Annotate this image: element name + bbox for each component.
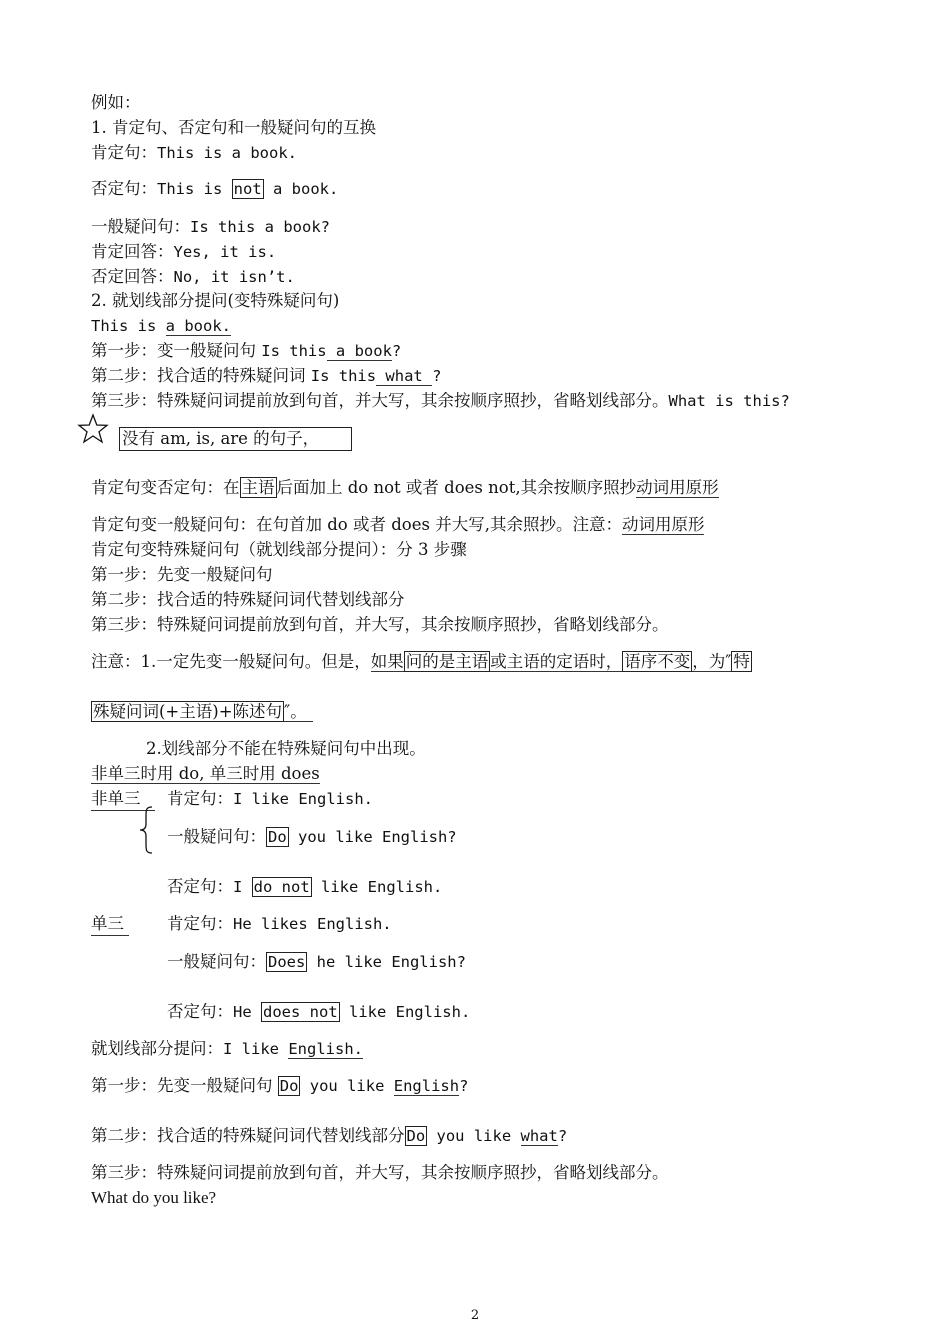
category-label: 非单三 — [91, 788, 155, 811]
underlined-part: ，为″ — [692, 652, 732, 671]
final-answer — [91, 1187, 216, 1209]
label: 否定回答： — [91, 267, 174, 286]
text: 肯定句变特殊疑问句（就划线部分提问）：分 3 步骤 — [91, 540, 467, 559]
underlined-part: a book. — [165, 317, 231, 335]
underlined-part: 动词用原形 — [621, 515, 705, 534]
rule-step-2 — [91, 589, 405, 611]
non-third-negative — [167, 876, 442, 898]
negative-answer-line — [91, 266, 295, 288]
sentence: No, it isn’t. — [173, 268, 295, 286]
underlined-part: a book — [326, 342, 392, 360]
sentence-part: you like — [427, 1127, 521, 1145]
sentence-part: ? — [432, 367, 442, 385]
step-3-line — [91, 390, 790, 412]
third-affirmative — [91, 913, 392, 936]
boxed-word: not — [233, 180, 262, 198]
note-line-1 — [91, 651, 752, 673]
sentence-part: This is — [157, 180, 232, 198]
text: 注意：1.一定先变一般疑问句。但是， — [91, 652, 371, 671]
underlined-part: ″。 — [284, 702, 313, 722]
step-1-line — [91, 340, 401, 362]
general-question-line — [91, 216, 330, 238]
sentence-part: like English. — [339, 1003, 471, 1021]
sentence: Yes, it is. — [173, 243, 277, 261]
text: 例如： — [91, 93, 141, 112]
sentence-part: ? — [391, 342, 402, 360]
label: 一般疑问句： — [167, 952, 266, 971]
affirmative-line — [91, 142, 297, 164]
category-label: 单三 — [91, 913, 129, 936]
sentence-part: he like English? — [307, 953, 466, 971]
boxed-word: Do — [279, 1077, 299, 1095]
label: 就划线部分提问： — [91, 1039, 223, 1058]
text: 第一步：先变一般疑问句 — [91, 565, 273, 584]
label: 第一步：先变一般疑问句 — [91, 1076, 278, 1095]
text: 第三步：特殊疑问词提前放到句首，并大写，其余按顺序照抄，省略划线部分。 — [91, 615, 669, 634]
text: 肯定句变否定句：在 — [91, 478, 240, 497]
third-question — [167, 951, 466, 973]
label: 肯定回答： — [91, 242, 174, 261]
underlined-part: what — [376, 367, 433, 385]
label: 第三步：特殊疑问词提前放到句首，并大写，其余按顺序照抄，省略划线部分。 — [91, 391, 669, 410]
label: 肯定句： — [167, 914, 233, 933]
example-step-1 — [91, 1075, 468, 1097]
boxed-note — [119, 427, 352, 451]
affirm-to-neg-rule — [91, 477, 719, 499]
section-1-title — [91, 117, 376, 139]
sentence: I like English. — [233, 790, 373, 808]
sentence-part: Is this — [261, 342, 327, 360]
affirm-to-question-rule — [91, 514, 704, 536]
label: 肯定句： — [91, 143, 157, 162]
boxed-word: 问的是主语 — [405, 652, 489, 671]
underlined-part: English. — [288, 1040, 363, 1058]
underlined-example — [91, 315, 231, 337]
text: 2. 就划线部分提问(变特殊疑问句) — [91, 291, 340, 310]
label: 第二步：找合适的特殊疑问词代替划线部分 — [91, 1126, 405, 1145]
third-negative — [167, 1001, 470, 1023]
underlined-part: 如果 — [370, 652, 404, 671]
sentence-part: I — [233, 878, 252, 896]
sentence: What do you like? — [91, 1188, 217, 1207]
sentence-part: like English. — [311, 878, 443, 896]
non-third-question — [167, 826, 457, 848]
underlined-part: 动词用原形 — [636, 478, 719, 497]
special-question-rule — [91, 539, 467, 561]
boxed-phrase: 殊疑问词(+主语)+陈述句 — [93, 702, 283, 721]
note-point-2 — [146, 738, 426, 760]
label: 否定句： — [167, 877, 233, 896]
sentence-part: He — [233, 1003, 261, 1021]
underlined-part: English — [393, 1077, 460, 1095]
boxed-word: does not — [263, 1003, 338, 1021]
step-2-line — [91, 365, 441, 387]
sentence-part: ? — [459, 1077, 469, 1095]
underlined-part: what — [520, 1127, 558, 1145]
rule-step-3 — [91, 614, 669, 636]
label: 第二步：找合适的特殊疑问词 — [91, 366, 311, 385]
example-step-3 — [91, 1162, 669, 1184]
label: 第一步：变一般疑问句 — [91, 341, 262, 360]
positive-answer-line — [91, 241, 276, 263]
label: 肯定句： — [167, 789, 233, 808]
text: 第二步：找合适的特殊疑问词代替划线部分 — [91, 590, 405, 609]
boxed-word: 主语 — [241, 478, 275, 497]
label: 否定句： — [91, 179, 157, 198]
example-step-2 — [91, 1125, 567, 1147]
sentence-part: I like — [223, 1040, 289, 1058]
page-number: 2 — [470, 1308, 480, 1323]
sentence-part: you like — [300, 1077, 394, 1095]
sentence-part: a book. — [263, 180, 339, 198]
underlined-part: 或主语的定语时， — [490, 652, 623, 671]
text: 第三步：特殊疑问词提前放到句首，并大写，其余按顺序照抄，省略划线部分。 — [91, 1163, 669, 1182]
note-line-2 — [91, 701, 313, 723]
label: 一般疑问句： — [91, 217, 190, 236]
example-heading — [91, 92, 141, 114]
section-2-title — [91, 290, 339, 312]
boxed-word: do not — [253, 878, 310, 896]
non-third-affirmative — [91, 788, 373, 811]
boxed-word: Do — [406, 1127, 426, 1145]
rule-step-1 — [91, 564, 273, 586]
sentence-part: This is — [91, 317, 166, 335]
sentence-part: ? — [557, 1127, 568, 1145]
left-brace-icon — [138, 806, 156, 854]
underline-question-example — [91, 1038, 363, 1060]
text: 没有 am, is, are 的句子， — [122, 429, 320, 448]
do-does-rule — [91, 763, 320, 785]
sentence: He likes English. — [233, 915, 392, 933]
sentence: This is a book. — [157, 144, 297, 162]
boxed-word: Does — [268, 953, 306, 971]
star-icon — [77, 413, 109, 445]
text: 后面加上 do not 或者 does not,其余按顺序照抄 — [276, 478, 637, 497]
underlined-part: 非单三时用 do, 单三时用 does — [91, 764, 320, 783]
text: 肯定句变一般疑问句：在句首加 do 或者 does 并大写,其余照抄。注意： — [91, 515, 622, 534]
sentence-part: Is this — [310, 367, 377, 385]
text: 2.划线部分不能在特殊疑问句中出现。 — [146, 739, 426, 758]
negative-line — [91, 178, 338, 200]
boxed-word: 语序不变 — [624, 652, 691, 671]
label: 否定句： — [167, 1002, 233, 1021]
sentence: What is this? — [668, 392, 790, 410]
text: 1. 肯定句、否定句和一般疑问句的互换 — [91, 118, 376, 137]
label: 一般疑问句： — [167, 827, 266, 846]
sentence-part: you like English? — [288, 828, 457, 846]
boxed-word: Do — [268, 828, 287, 846]
boxed-word: 特 — [733, 652, 750, 671]
sentence: Is this a book? — [190, 218, 330, 236]
